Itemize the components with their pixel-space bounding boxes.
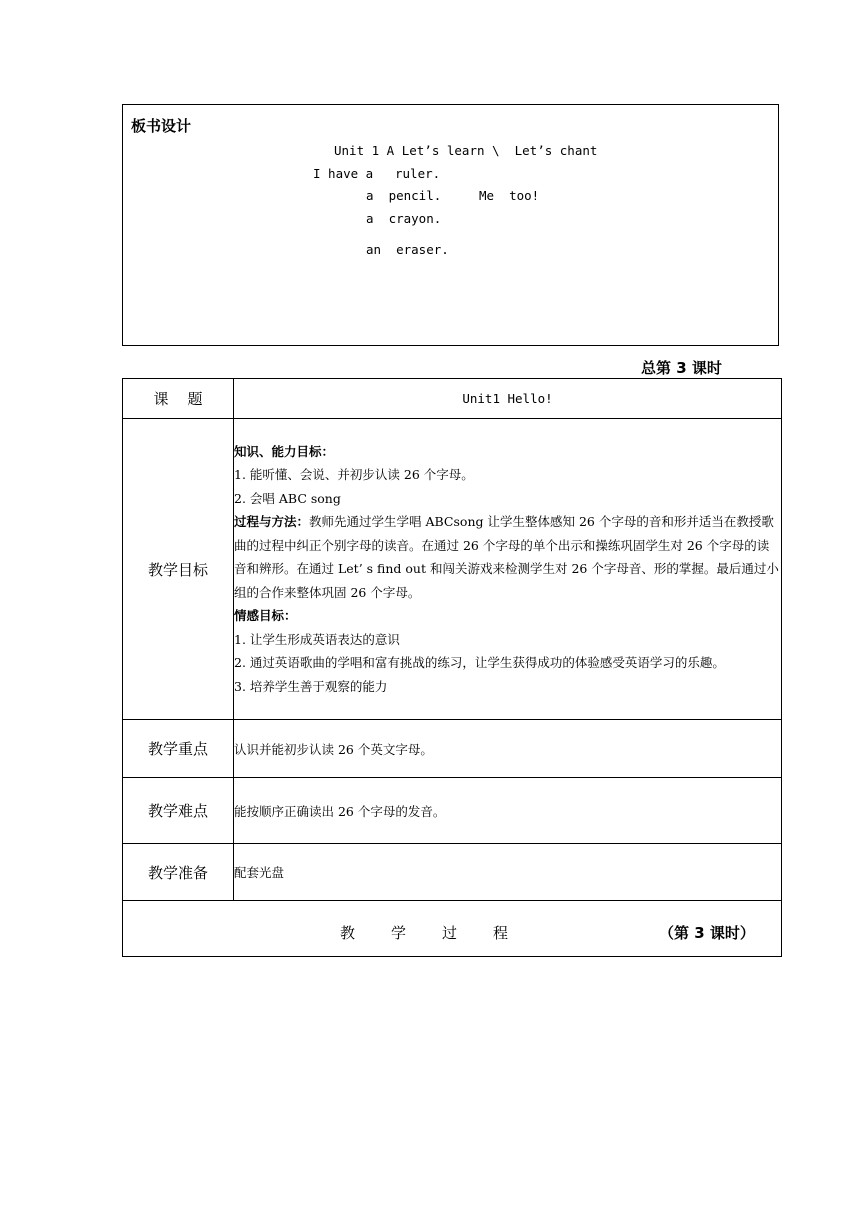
difficult-points-row xyxy=(123,778,782,844)
process-goals-heading: 过程与方法： xyxy=(234,514,310,530)
key-points-row xyxy=(123,720,782,778)
preparation-value: 配套光盘 xyxy=(234,844,782,901)
key-points-value: 认识并能初步认读 26 个英文字母。 xyxy=(234,720,782,778)
difficult-points-value: 能按顺序正确读出 26 个字母的发音。 xyxy=(234,778,782,844)
emotion-goal-1: 1. 让学生形成英语表达的意识 xyxy=(234,631,400,647)
process-char-3: 过 xyxy=(442,924,458,942)
goals-label: 教学目标 xyxy=(123,419,234,720)
preparation-label: 教学准备 xyxy=(123,844,234,901)
process-title xyxy=(340,922,544,943)
process-period: （第 3 课时） xyxy=(659,924,755,942)
key-points-label: 教学重点 xyxy=(123,720,234,778)
process-goals-text: 教师先通过学生学唱 ABCsong 让学生整体感知 26 个字母的音和形并适当在教授歌曲的过程中纠正个别字母的读音。在通过 26 个字母的单个出示和操练巩固学生对 26 个字母的读音和辨形。在通过 Let’ s find out 和闯关游戏来检测学生对 26 个字母音、形的掌握。最后通过小组的合作来整体巩固 26 个字母。 xyxy=(234,514,779,600)
board-line-5-item: an eraser. xyxy=(366,242,449,257)
process-goal xyxy=(234,510,781,604)
process-char-1: 教 xyxy=(340,924,356,942)
board-line-3-reply: Me too! xyxy=(479,188,540,203)
goals-row xyxy=(123,419,782,720)
emotion-goal-3: 3. 培养学生善于观察的能力 xyxy=(234,678,388,694)
emotion-goal-2: 2. 通过英语歌曲的学唱和富有挑战的练习，让学生获得成功的体验感受英语学习的乐趣。 xyxy=(234,655,725,671)
goals-content xyxy=(234,419,782,720)
knowledge-goals-heading: 知识、能力目标： xyxy=(234,443,335,459)
board-design-box xyxy=(122,104,779,346)
board-line-2-prefix: I have a xyxy=(313,166,374,181)
topic-label: 课 题 xyxy=(123,379,234,419)
total-period: 总第 3 课时 xyxy=(641,359,722,377)
topic-row xyxy=(123,379,782,419)
lesson-plan-table xyxy=(122,378,782,957)
board-line-2-item: ruler. xyxy=(395,166,441,181)
preparation-row xyxy=(123,844,782,901)
topic-value: Unit1 Hello! xyxy=(234,379,782,419)
knowledge-goal-1: 1. 能听懂、会说、并初步认读 26 个字母。 xyxy=(234,467,474,483)
difficult-points-label: 教学难点 xyxy=(123,778,234,844)
board-line-4-item: a crayon. xyxy=(366,211,442,226)
board-design-title: 板书设计 xyxy=(131,117,192,135)
process-char-4: 程 xyxy=(493,924,509,942)
knowledge-goal-2: 2. 会唱 ABC song xyxy=(234,490,341,506)
emotion-goals-heading: 情感目标： xyxy=(234,608,297,624)
board-line-1: Unit 1 A Let’s learn \ Let’s chant xyxy=(334,143,598,158)
board-line-3-item: a pencil. xyxy=(366,188,442,203)
process-char-2: 学 xyxy=(391,924,407,942)
